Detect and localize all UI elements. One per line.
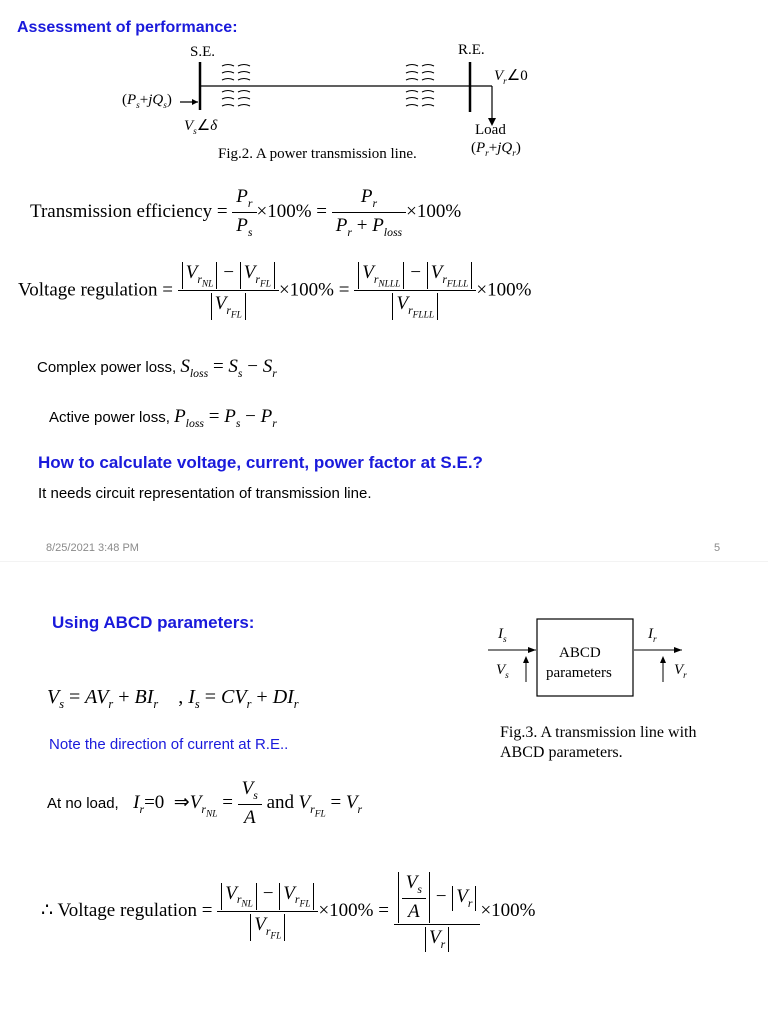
and-word: and bbox=[266, 791, 295, 813]
fig2-caption: Fig.2. A power transmission line. bbox=[218, 146, 417, 162]
regulation-equation: Voltage regulation = $\frac{V_{r_{NL}} - V_{r_{FL}}}{V_{r_{FL}}}$ ×100% = $\frac{V_{r_{NLLL}} - V_{r_{FLLL}}}{V_{r_{FLLL}}}$ ×100% bbox=[18, 262, 532, 321]
conclusion-equation: ∴ Voltage regulation = $\frac{V_{r_{NL}} - V_{r_{FL}}}{V_{r_{FL}}}$ ×100% = $\frac{V_s}{A}$ − $V_r$ $V_r$ ×100% bbox=[41, 872, 536, 951]
vs-label: $V_s$ bbox=[496, 662, 509, 681]
se-label: S.E. bbox=[190, 44, 216, 60]
abcd-box-line1: ABCD bbox=[559, 645, 601, 661]
active-loss-line: Active power loss, $P_{loss} = P_s - P_r$ bbox=[49, 406, 277, 430]
se-power-label: $(P_s+jQ_s)$ bbox=[122, 92, 172, 111]
footer-page: 5 bbox=[714, 542, 721, 554]
efficiency-equation: Transmission efficiency = $\frac{P_r}{P_s}$ ×100% = $\frac{P_r}{P_r + P_{loss}}$ ×100% bbox=[30, 186, 462, 239]
ir-label: $I_r$ bbox=[648, 626, 657, 645]
re-label: R.E. bbox=[458, 42, 485, 58]
fig3-diagram bbox=[488, 612, 698, 712]
slide1-heading: Assessment of performance: bbox=[17, 19, 238, 36]
noload-label: At no load, bbox=[47, 794, 119, 812]
se-voltage-label: $V_s\angle\delta$ bbox=[184, 118, 218, 137]
re-transformer-coils bbox=[406, 65, 434, 107]
abcd-block-svg bbox=[488, 612, 698, 712]
complex-loss-line: Complex power loss, $S_{loss} = S_s - S_r$ bbox=[37, 356, 277, 380]
fig3-caption-line2: ABCD parameters. bbox=[500, 744, 623, 761]
load-power-label: $(P_r+jQ_r)$ bbox=[471, 140, 521, 159]
vr-label: $V_r$ bbox=[674, 662, 687, 681]
direction-note: Note the direction of current at R.E.. bbox=[49, 736, 289, 753]
efficiency-label: Transmission efficiency bbox=[30, 201, 213, 223]
regulation-label: Voltage regulation bbox=[18, 279, 158, 301]
re-voltage-label: $V_r\angle 0$ bbox=[494, 68, 528, 87]
footer-date: 8/25/2021 3:48 PM bbox=[46, 542, 139, 554]
complex-loss-label: Complex power loss, bbox=[37, 359, 177, 376]
slide2-heading: Using ABCD parameters: bbox=[52, 613, 255, 632]
noload-line: At no load, $I_r=0$ $\Rightarrow V_{r_{NL}}$ = $\frac{V_s}{A}$ and $V_{r_{FL}} = V_r$ bbox=[47, 778, 363, 828]
se-transformer-coils bbox=[222, 65, 250, 107]
is-label: $I_s$ bbox=[498, 626, 507, 645]
abcd-equation: $V_s = AV_r + BI_r$ , $I_s = CV_r + DI_r$ bbox=[47, 686, 299, 711]
abcd-box-line2: parameters bbox=[546, 665, 612, 681]
fig3-caption-line1: Fig.3. A transmission line with bbox=[500, 724, 697, 741]
active-loss-label: Active power loss, bbox=[49, 409, 170, 426]
conclusion-label: ∴ Voltage regulation bbox=[41, 900, 197, 922]
question-heading: How to calculate voltage, current, power factor at S.E.? bbox=[38, 453, 483, 472]
slide-divider bbox=[0, 561, 768, 562]
answer-text: It needs circuit representation of transmission line. bbox=[38, 485, 372, 502]
load-label: Load bbox=[475, 122, 506, 138]
